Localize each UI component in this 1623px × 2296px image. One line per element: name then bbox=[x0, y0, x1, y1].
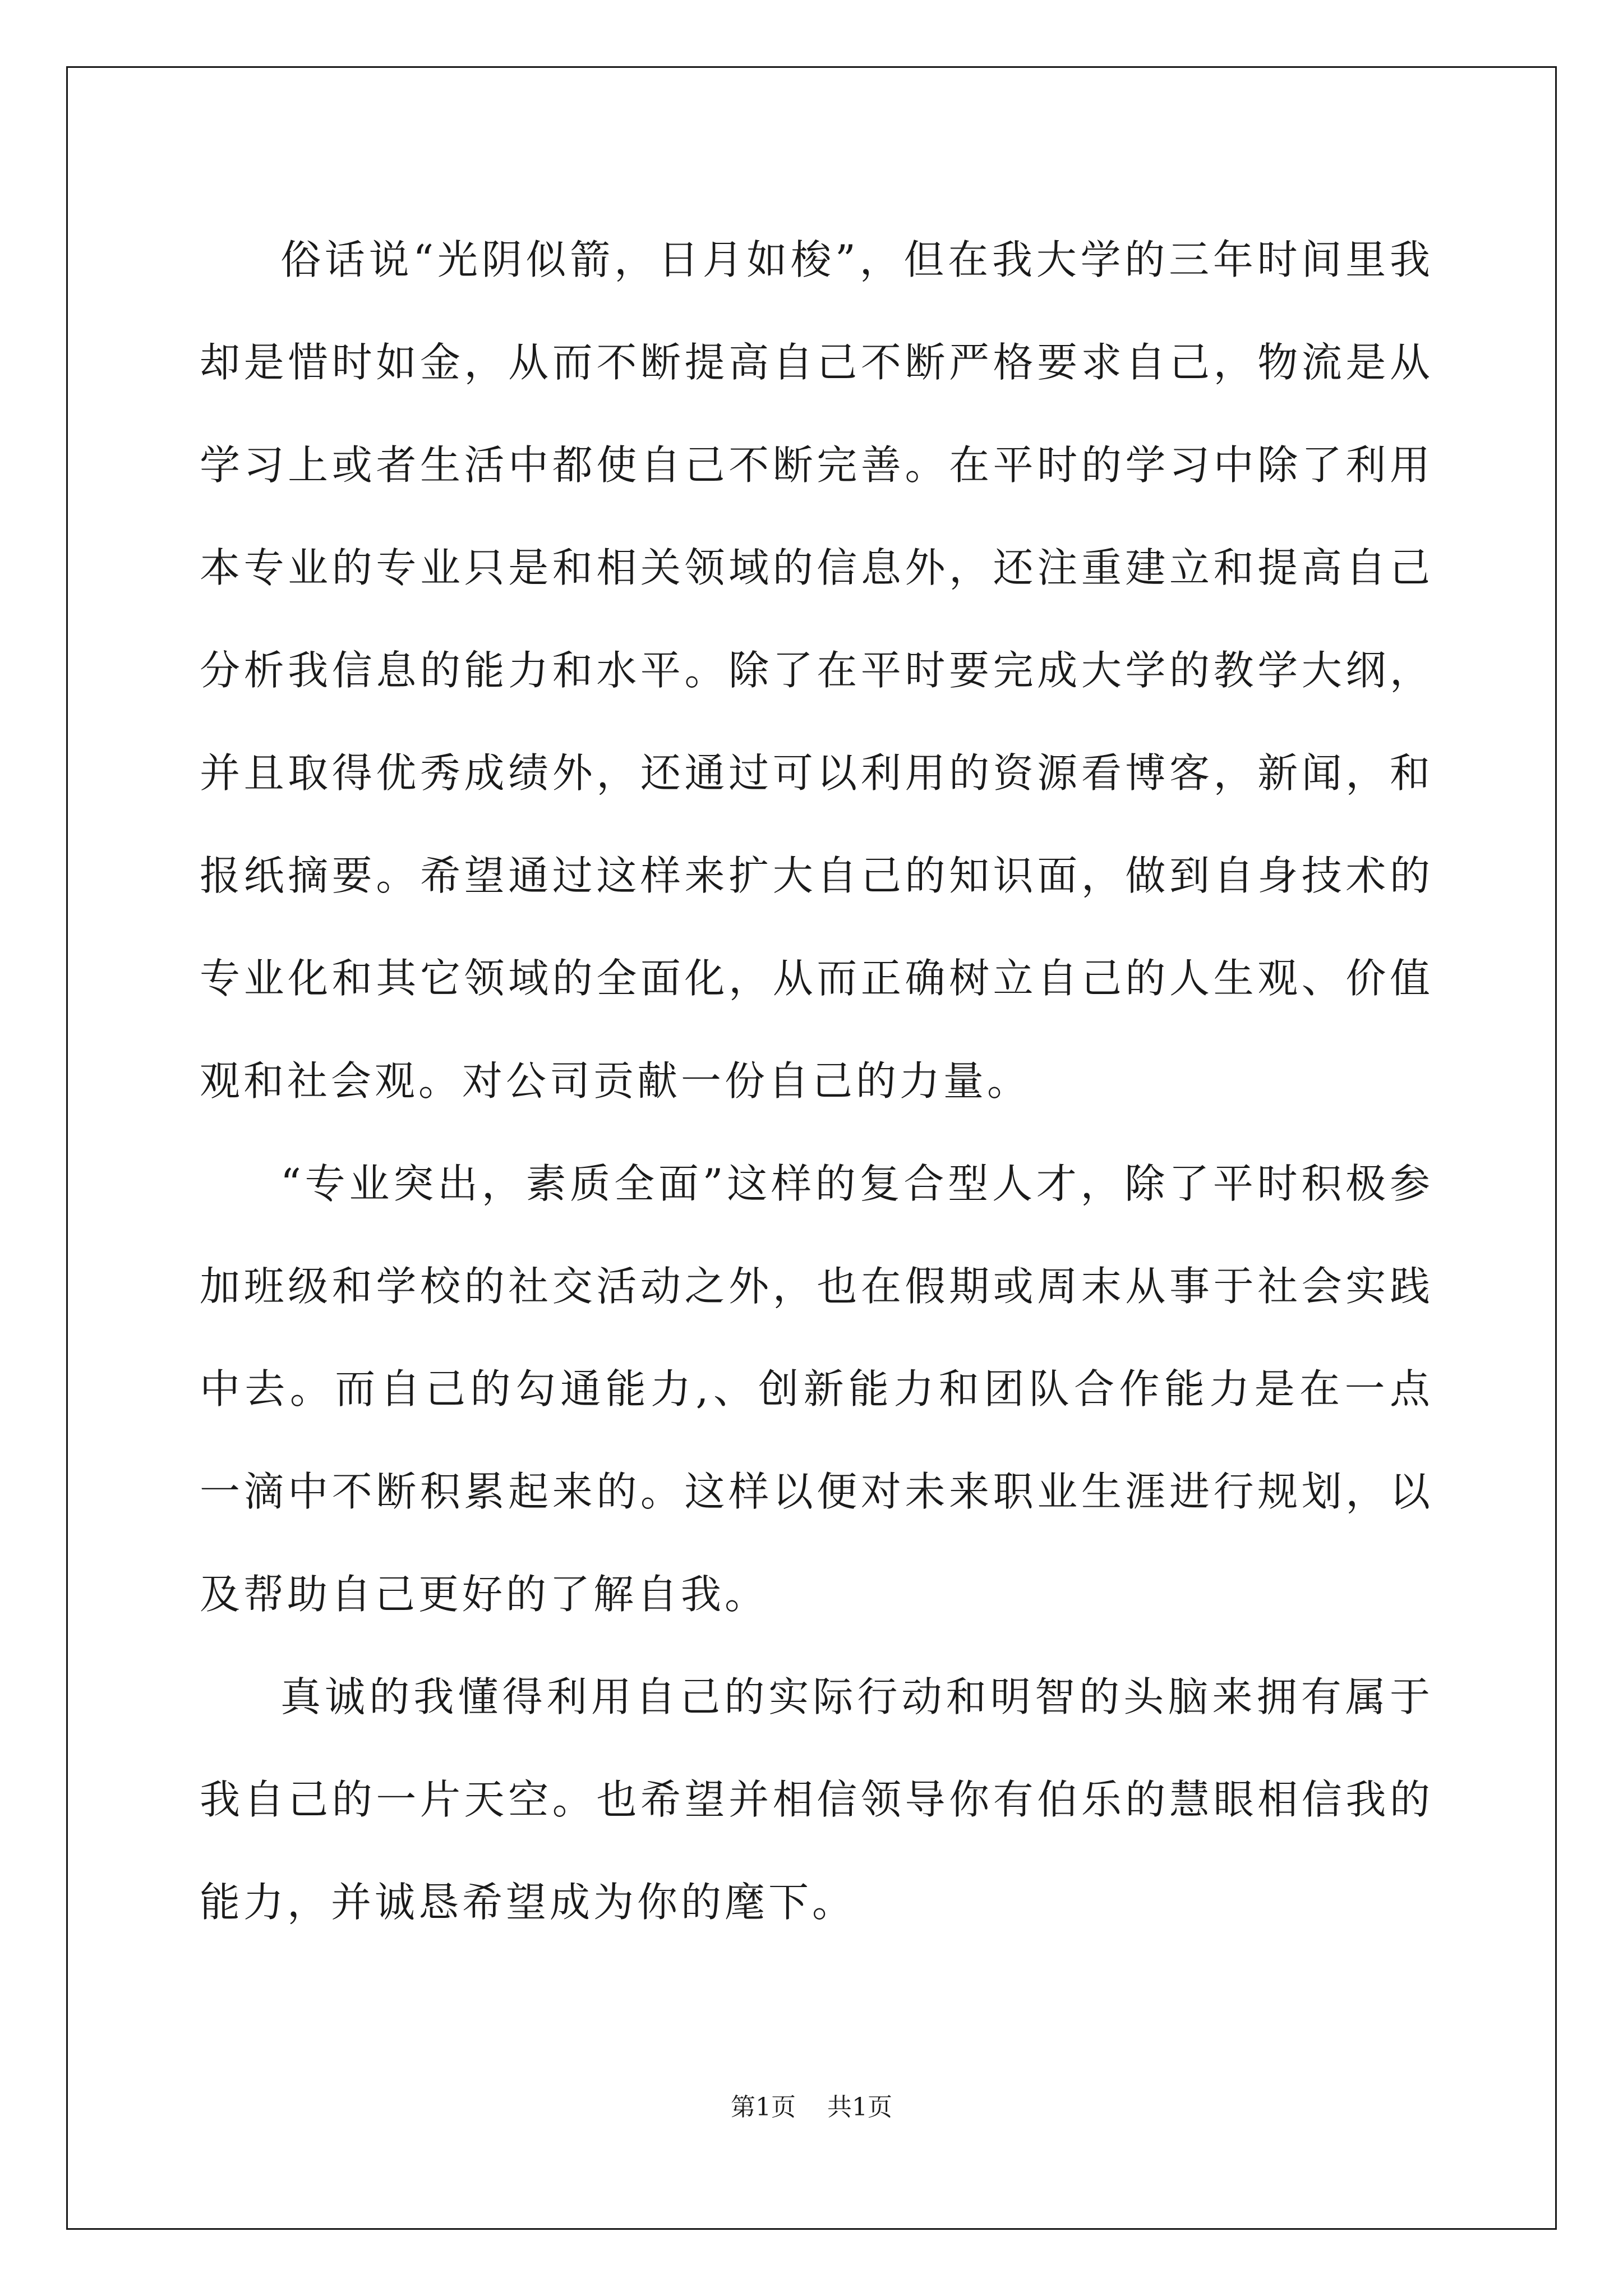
document-body bbox=[200, 209, 1433, 1954]
page-total: 共1页 bbox=[827, 2093, 892, 2122]
paragraph-3: 真诚的我懂得利用自己的实际行动和明智的头脑来拥有属于我自己的一片天空。也希望并相信领导你有伯乐的慧眼相信我的能力，并诚恳希望成为你的麾下。 bbox=[200, 1673, 1433, 1926]
page-footer bbox=[0, 2087, 1623, 2123]
page-number: 第1页 bbox=[731, 2093, 796, 2122]
paragraph-2: “专业突出，素质全面”这样的复合型人才，除了平时积极参加班级和学校的社交活动之外，也在假期或周末从事于社会实践中去。而自己的勾通能力,、创新能力和团队合作能力是在一点一滴中不断积累起来的。这样以便对未来职业生涯进行规划，以及帮助自己更好的了解自我。 bbox=[200, 1160, 1433, 1618]
paragraph-1: 俗话说“光阴似箭，日月如梭”，但在我大学的三年时间里我却是惜时如金，从而不断提高自己不断严格要求自己，物流是从学习上或者生活中都使自己不断完善。在平时的学习中除了利用本专业的专业只是和相关领域的信息外，还注重建立和提高自己分析我信息的能力和水平。除了在平时要完成大学的教学大纲，并且取得优秀成绩外，还通过可以利用的资源看博客，新闻，和报纸摘要。希望通过这样来扩大自己的知识面，做到自身技术的专业化和其它领域的全面化，从而正确树立自己的人生观、价值观和社会观。对公司贡献一份自己的力量。 bbox=[200, 236, 1433, 1105]
